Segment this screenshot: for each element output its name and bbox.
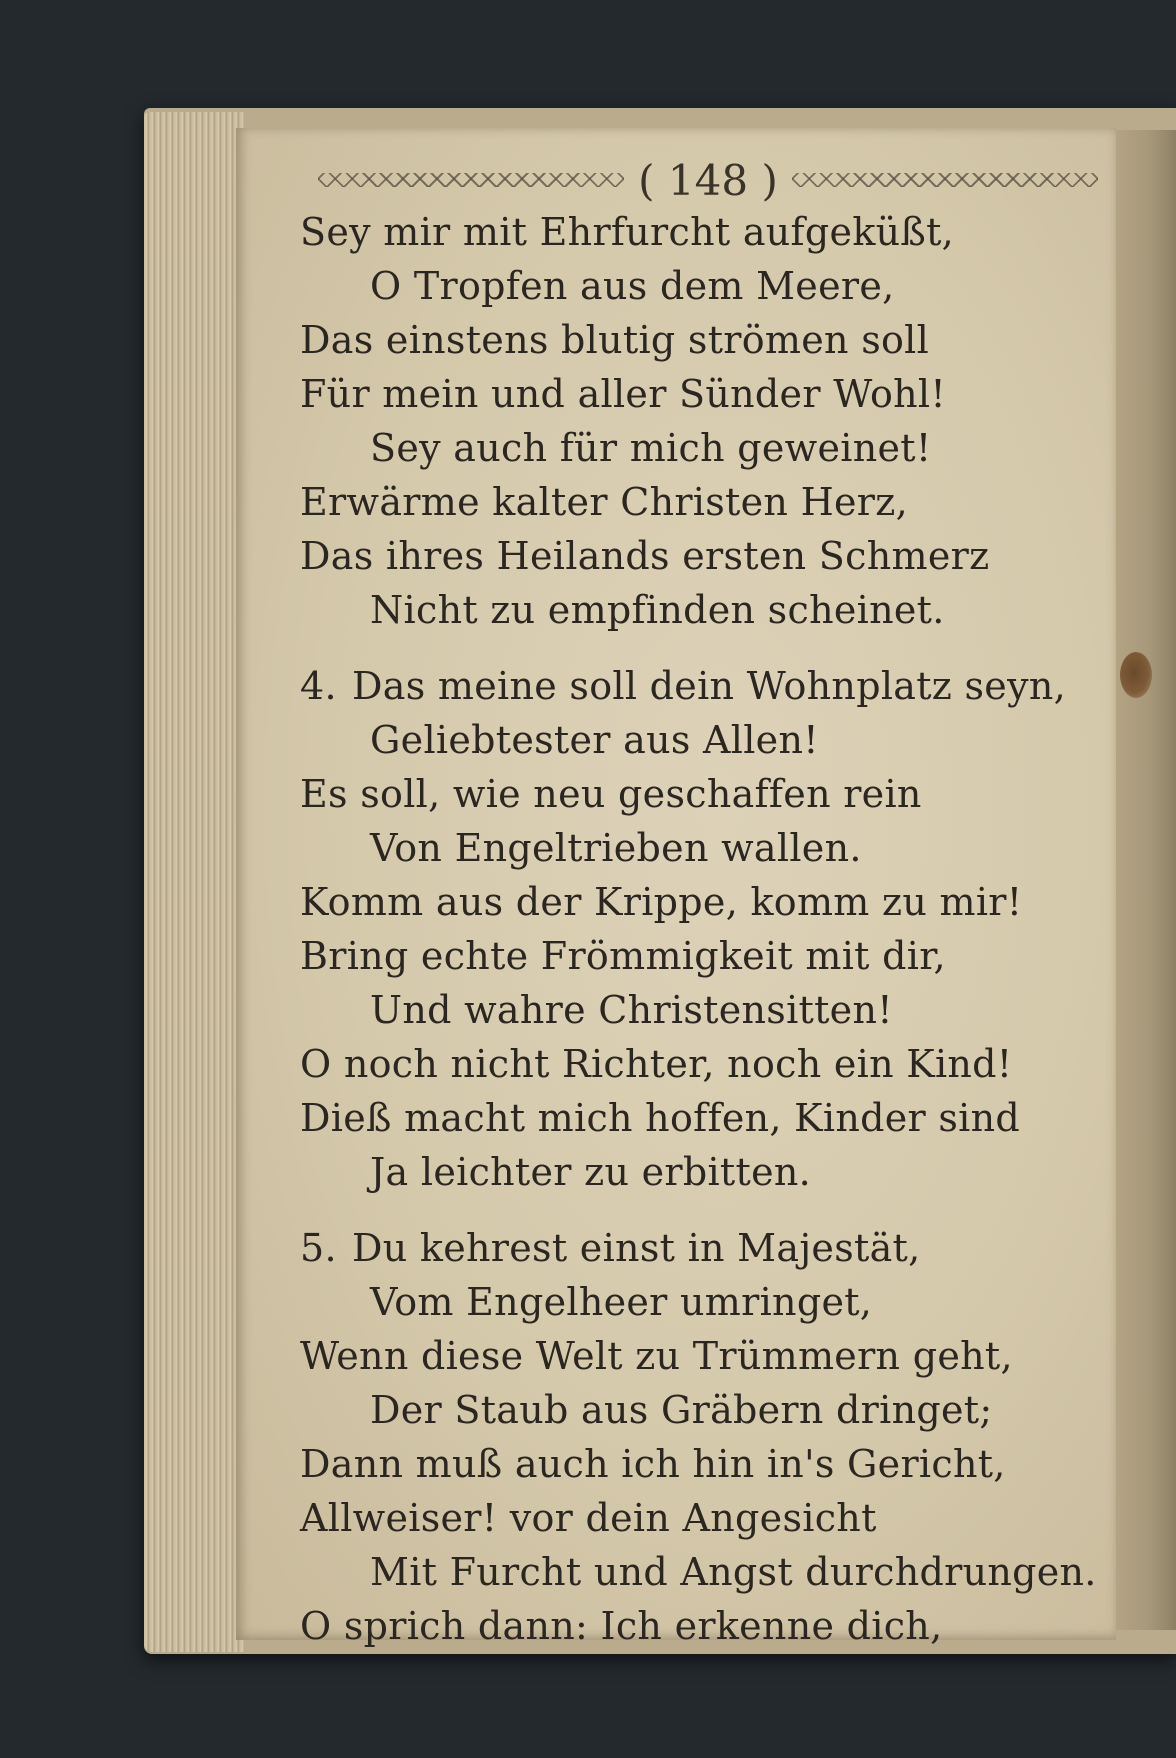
verse-line: Komm aus der Krippe, komm zu mir! — [300, 880, 1023, 924]
verse-text: Das meine soll dein Wohnplatz seyn, — [352, 664, 1067, 708]
page-header — [318, 150, 1098, 210]
verse-line: Und wahre Christensitten! — [370, 988, 893, 1032]
verse-line: Sey auch für mich geweinet! — [370, 426, 932, 470]
verse-line: O Tropfen aus dem Meere, — [370, 264, 895, 308]
stanza-continued — [300, 205, 1100, 637]
verse-text: Du kehrest einst in Majestät, — [352, 1226, 921, 1270]
verse-line: Bring echte Frömmigkeit mit dir, — [300, 934, 946, 978]
verse-line: Von Engeltrieben wallen. — [370, 826, 862, 870]
verse-line: Geliebtester aus Allen! — [370, 718, 819, 762]
verse-line: Mit Furcht und Angst durchdrungen. — [370, 1550, 1097, 1594]
verse-line: O sprich dann: Ich erkenne dich, — [300, 1604, 943, 1648]
verse-line: Nicht zu empfinden scheinet. — [370, 588, 945, 632]
verse-line: Der Staub aus Gräbern dringet; — [370, 1388, 993, 1432]
stanza-4 — [300, 659, 1100, 1199]
verse-line: Ja leichter zu erbitten. — [370, 1150, 812, 1194]
page-text — [300, 205, 1100, 1653]
ink-stain — [1120, 652, 1152, 698]
page-number-value: 148 — [667, 155, 749, 205]
verse-line: Sey mir mit Ehrfurcht aufgeküßt, — [300, 210, 955, 254]
facing-page-edge — [1110, 130, 1176, 1630]
verse-line — [300, 659, 1100, 713]
verse-line: Das ihres Heilands ersten Schmerz — [300, 534, 990, 578]
header-ornament-left — [318, 173, 624, 187]
verse-line: Vom Engelheer umringet, — [370, 1280, 873, 1324]
verse-line — [300, 1221, 1100, 1275]
verse-line: Allweiser! vor dein Angesicht — [300, 1496, 877, 1540]
stanza-number: 5. — [300, 1226, 337, 1270]
verse-line: O noch nicht Richter, noch ein Kind! — [300, 1042, 1013, 1086]
stanza-5 — [300, 1221, 1100, 1653]
verse-line: Dann muß auch ich hin in's Gericht, — [300, 1442, 1006, 1486]
verse-line: Erwärme kalter Christen Herz, — [300, 480, 908, 524]
verse-line: Das einstens blutig strömen soll — [300, 318, 930, 362]
header-ornament-right — [792, 173, 1098, 187]
page-edges — [144, 112, 244, 1652]
stanza-number: 4. — [300, 664, 337, 708]
page-number: ( 148 ) — [638, 155, 778, 205]
verse-line: Es soll, wie neu geschaffen rein — [300, 772, 922, 816]
verse-line: Für mein und aller Sünder Wohl! — [300, 372, 946, 416]
verse-line: Dieß macht mich hoffen, Kinder sind — [300, 1096, 1021, 1140]
verse-line: Wenn diese Welt zu Trümmern geht, — [300, 1334, 1013, 1378]
